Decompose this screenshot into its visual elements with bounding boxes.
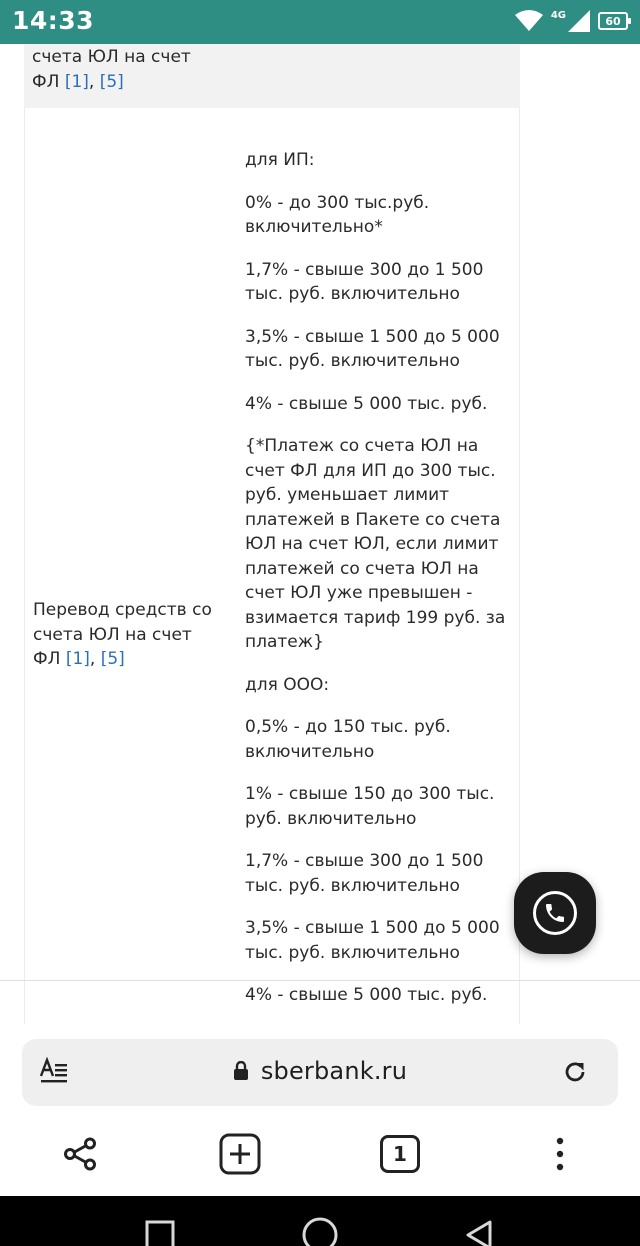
tariff-line: 1,7% - свыше 300 до 1 500 тыс. руб. включительно	[245, 851, 484, 896]
call-button[interactable]	[514, 872, 596, 954]
new-tab-button[interactable]	[218, 1132, 262, 1176]
tariff-heading-ip: для ИП:	[245, 150, 315, 170]
service-text-line	[33, 647, 235, 672]
tabs-icon	[380, 1135, 420, 1173]
tab-count: 1	[393, 1142, 407, 1166]
recents-icon[interactable]	[145, 1220, 175, 1246]
wifi-icon	[515, 10, 543, 32]
tariff-line: 1% - свыше 150 до 300 тыс. руб. включительно	[245, 784, 495, 829]
tariff-line: 1,7% - свыше 300 до 1 500 тыс. руб. включительно	[245, 259, 484, 304]
phone-icon	[543, 901, 567, 925]
service-text-line: счета ЮЛ на счет	[32, 47, 191, 67]
phone-icon-ring	[533, 891, 577, 935]
tariff-heading-ooo: для ООО:	[245, 674, 330, 695]
tariff-line: 4% - свыше 5 000 тыс. руб.	[245, 985, 488, 1005]
tariff-line: 0% - до 300 тыс.руб. включительно*	[245, 192, 430, 237]
battery-level: 60	[605, 14, 621, 28]
separator: ,	[88, 71, 100, 92]
service-cell-previous	[32, 45, 234, 94]
service-text-line: Перевод средств со	[33, 600, 212, 620]
tariff-line: 3,5% - свыше 1 500 до 5 000 тыс. руб. включительно	[245, 326, 500, 371]
table-row-previous	[24, 44, 520, 108]
tariff-note: {*Платеж со счета ЮЛ на счет ФЛ для ИП до 300 тыс. руб. уменьшает лимит платежей в Пакете со счета ЮЛ на счет ЮЛ, если лимит платежей со счета ЮЛ на счет ЮЛ уже превышен - взимается тариф 199 руб. за платеж}	[245, 436, 506, 652]
status-bar	[0, 0, 640, 44]
browser-toolbar	[0, 1124, 640, 1184]
chrome-divider	[0, 980, 640, 981]
system-nav-bar	[0, 1196, 640, 1246]
tariff-line: 4% - свыше 5 000 тыс. руб.	[245, 393, 488, 414]
service-cell	[33, 598, 235, 672]
service-text-line: счета ЮЛ на счет	[33, 624, 192, 645]
browser-chrome	[0, 1024, 640, 1196]
new-tab-icon	[219, 1133, 261, 1175]
tabs-button[interactable]	[378, 1132, 422, 1176]
table-row	[24, 108, 520, 1024]
status-icons	[515, 9, 628, 33]
footnote-link-5[interactable]: [5]	[99, 71, 124, 92]
reload-icon[interactable]	[562, 1059, 588, 1085]
footnote-link-5[interactable]: [5]	[100, 649, 125, 669]
separator: ,	[89, 649, 101, 669]
network-type: 4G	[550, 9, 566, 21]
service-text: ФЛ	[32, 71, 65, 92]
status-time: 14:33	[12, 6, 95, 35]
footnote-link-1[interactable]: [1]	[65, 649, 90, 669]
tariff-table	[24, 44, 520, 1024]
url-text[interactable]: sberbank.ru	[260, 1057, 408, 1085]
address-bar[interactable]	[22, 1039, 618, 1106]
tariff-line: 3,5% - свыше 1 500 до 5 000 тыс. руб. включительно	[245, 918, 500, 963]
signal-icon	[568, 10, 590, 32]
home-icon[interactable]	[301, 1216, 339, 1246]
share-button[interactable]	[58, 1132, 102, 1176]
back-icon[interactable]	[464, 1220, 494, 1246]
url-display[interactable]	[22, 1057, 618, 1085]
more-icon	[555, 1136, 565, 1172]
lock-icon	[233, 1061, 249, 1081]
tariff-cell	[245, 148, 510, 1024]
share-icon	[61, 1135, 99, 1173]
tariff-line: 0,5% - до 150 тыс. руб. включительно	[245, 717, 451, 762]
battery-icon	[598, 12, 628, 30]
service-text-line	[32, 70, 234, 95]
footnote-link-1[interactable]: [1]	[64, 71, 89, 92]
service-text: ФЛ	[33, 649, 66, 669]
more-menu-button[interactable]	[538, 1132, 582, 1176]
